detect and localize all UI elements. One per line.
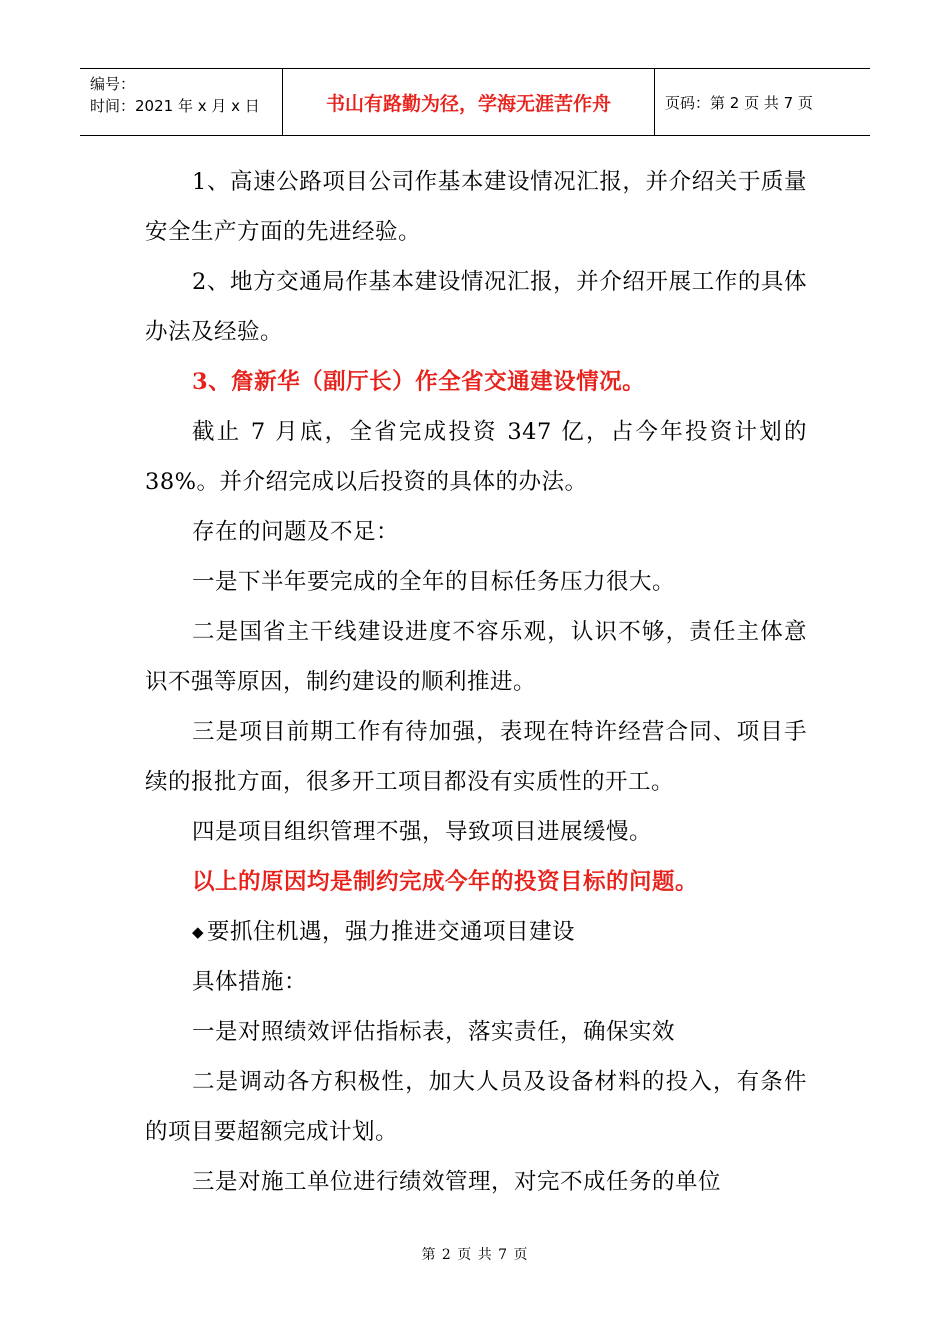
paragraph: 一是对照绩效评估指标表，落实责任，确保实效	[192, 1019, 676, 1045]
header-meta	[80, 69, 283, 135]
paragraph: 一是下半年要完成的全年的目标任务压力很大。	[192, 569, 676, 595]
paragraph: 具体措施：	[192, 969, 308, 995]
paragraph: 存在的问题及不足：	[192, 519, 400, 545]
paragraph: 1、高速公路项目公司作基本建设情况汇报，并介绍关于质量安全生产方面的先进经验。	[145, 169, 807, 245]
bullet-text: 要抓住机遇，强力推进交通项目建设	[207, 919, 576, 945]
document-time-label: 时间：2021 年 x 月 x 日	[90, 97, 260, 115]
diamond-bullet-icon: ◆	[192, 923, 205, 941]
header-motto: 书山有路勤为径，学海无涯苦作舟	[283, 69, 655, 135]
paragraph: 2、地方交通局作基本建设情况汇报，并介绍开展工作的具体办法及经验。	[145, 269, 807, 345]
paragraph: 截止 7 月底，全省完成投资 347 亿，占今年投资计划的 38%。并介绍完成以后投资的具体的办法。	[145, 419, 807, 495]
highlighted-conclusion: 以上的原因均是制约完成今年的投资目标的问题。	[192, 869, 699, 895]
paragraph: 三是项目前期工作有待加强，表现在特许经营合同、项目手续的报批方面，很多开工项目都没有实质性的开工。	[145, 719, 807, 795]
paragraph: 四是项目组织管理不强，导致项目进展缓慢。	[192, 819, 653, 845]
page-header	[80, 68, 870, 136]
highlighted-heading: 3、詹新华（副厅长）作全省交通建设情况。	[192, 369, 646, 395]
page-footer: 第 2 页 共 7 页	[421, 1247, 529, 1263]
document-number-label: 编号：	[90, 75, 136, 93]
paragraph: 二是调动各方积极性，加大人员及设备材料的投入，有条件的项目要超额完成计划。	[145, 1069, 807, 1145]
document-body	[145, 157, 807, 1207]
paragraph: 二是国省主干线建设进度不容乐观，认识不够，责任主体意识不强等原因，制约建设的顺利推进。	[145, 619, 807, 695]
paragraph: 三是对施工单位进行绩效管理，对完不成任务的单位	[192, 1169, 722, 1195]
header-page-code: 页码：第 2 页 共 7 页	[665, 93, 813, 112]
bullet-item	[145, 907, 807, 957]
